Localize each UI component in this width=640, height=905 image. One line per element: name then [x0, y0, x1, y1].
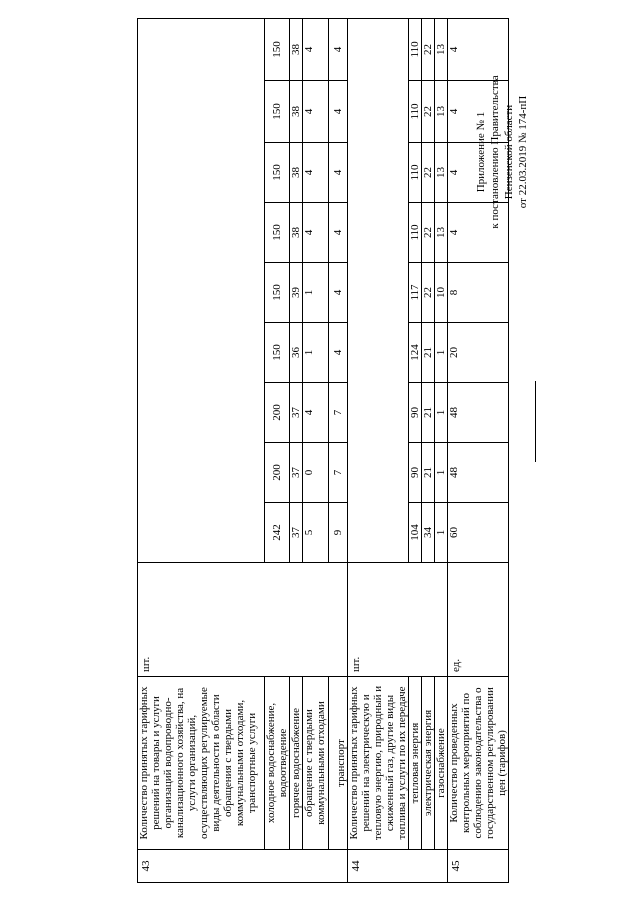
value-cell: 39: [290, 263, 303, 323]
indicator-name: Количество принятых тарифных решений на товары и услуги организаций водопроводно-канализационного хозяйства, на услуги организаций, осуществляющих регулируемые виды деятельности в области обращения с твердыми коммунальными отходами, транспортные услуги: [138, 677, 265, 850]
value-cell: 22: [422, 263, 435, 323]
value-cell: 36: [290, 323, 303, 383]
unit-cell: ед.: [448, 563, 509, 677]
table-row: [348, 18, 409, 882]
value-cell: 1: [435, 443, 448, 503]
value-cell: 124: [409, 323, 422, 383]
appendix-line-2: к постановлению Правительства: [489, 75, 501, 229]
value-cell: 200: [265, 383, 290, 443]
value-cell: 4: [329, 81, 348, 143]
value-cell: 4: [303, 143, 329, 203]
sub-indicator-name: обращение с твердыми коммунальными отходами: [303, 677, 329, 850]
value-cell: 90: [409, 443, 422, 503]
value-cell: 5: [303, 503, 329, 563]
value-cell: 150: [265, 143, 290, 203]
value-cell: 150: [265, 203, 290, 263]
value-cell: 1: [435, 383, 448, 443]
row-number: 43: [138, 850, 348, 883]
row-number: 44: [348, 850, 448, 883]
value-cell: 21: [422, 443, 435, 503]
appendix-title: Приложение № 1: [475, 111, 487, 193]
value-cell: 8: [448, 263, 509, 323]
value-cell: 4: [329, 18, 348, 80]
indicator-name: Количество проведенных контрольных мероприятий по соблюдению законодательства о государственном регулировании цен (тарифов): [448, 677, 509, 850]
value-cell: 1: [303, 323, 329, 383]
value-cell: 22: [422, 81, 435, 143]
table-row: [448, 18, 509, 882]
value-cell: 4: [448, 18, 509, 80]
indicators-table: [137, 18, 509, 883]
unit-cell: шт.: [138, 563, 348, 677]
value-cell: 20: [448, 323, 509, 383]
indicator-name: Количество принятых тарифных решений на электрическую и тепловую энергию, природный и сжиженный газ, другие виды топлива и услуги по их передаче: [348, 677, 409, 850]
value-cell: 200: [265, 443, 290, 503]
sub-indicator-name: газоснабжение: [435, 677, 448, 850]
value-cell: 22: [422, 203, 435, 263]
value-cell: 7: [329, 443, 348, 503]
value-cell: 4: [329, 263, 348, 323]
value-cell: 117: [409, 263, 422, 323]
value-cell: 104: [409, 503, 422, 563]
value-cell: 90: [409, 383, 422, 443]
empty-cell: [138, 18, 265, 562]
value-cell: 13: [435, 81, 448, 143]
table-row: [422, 18, 435, 882]
sub-indicator-name: тепловая энергия: [409, 677, 422, 850]
table-row: [409, 18, 422, 882]
appendix-date-number: от 22.03.2019 № 174-пП: [517, 95, 529, 209]
sub-indicator-name: холодное водоснабжение, водоотведение: [265, 677, 290, 850]
value-cell: 1: [435, 503, 448, 563]
value-cell: 10: [435, 263, 448, 323]
value-cell: 4: [448, 81, 509, 143]
value-cell: 21: [422, 323, 435, 383]
value-cell: 4: [329, 203, 348, 263]
value-cell: 150: [265, 81, 290, 143]
value-cell: 4: [448, 203, 509, 263]
table-row: [329, 18, 348, 882]
value-cell: 1: [435, 323, 448, 383]
table-row: [290, 18, 303, 882]
value-cell: 38: [290, 18, 303, 80]
value-cell: 13: [435, 203, 448, 263]
value-cell: 4: [303, 203, 329, 263]
row-number: 45: [448, 850, 509, 883]
value-cell: 0: [303, 443, 329, 503]
sub-indicator-name: транспорт: [329, 677, 348, 850]
value-cell: 110: [409, 18, 422, 80]
value-cell: 150: [265, 18, 290, 80]
value-cell: 37: [290, 503, 303, 563]
value-cell: 110: [409, 143, 422, 203]
value-cell: 22: [422, 18, 435, 80]
value-cell: 38: [290, 203, 303, 263]
signature-line: [535, 381, 536, 462]
value-cell: 48: [448, 443, 509, 503]
value-cell: 37: [290, 443, 303, 503]
value-cell: 110: [409, 81, 422, 143]
value-cell: 110: [409, 203, 422, 263]
table-row: [265, 18, 290, 882]
value-cell: 13: [435, 143, 448, 203]
value-cell: 4: [303, 81, 329, 143]
value-cell: 4: [448, 143, 509, 203]
value-cell: 1: [303, 263, 329, 323]
value-cell: 9: [329, 503, 348, 563]
value-cell: 60: [448, 503, 509, 563]
table-row: [435, 18, 448, 882]
sub-indicator-name: горячее водоснабжение: [290, 677, 303, 850]
value-cell: 150: [265, 263, 290, 323]
empty-cell: [348, 18, 409, 562]
value-cell: 150: [265, 323, 290, 383]
table-row: [138, 18, 265, 882]
value-cell: 4: [303, 383, 329, 443]
value-cell: 4: [303, 18, 329, 80]
appendix-line-3: Пензенской области: [503, 104, 515, 200]
value-cell: 4: [329, 323, 348, 383]
unit-cell: шт.: [348, 563, 448, 677]
value-cell: 48: [448, 383, 509, 443]
value-cell: 38: [290, 143, 303, 203]
sub-indicator-name: электрическая энергия: [422, 677, 435, 850]
value-cell: 242: [265, 503, 290, 563]
value-cell: 13: [435, 18, 448, 80]
value-cell: 21: [422, 383, 435, 443]
value-cell: 34: [422, 503, 435, 563]
table-row: [303, 18, 329, 882]
value-cell: 37: [290, 383, 303, 443]
value-cell: 4: [329, 143, 348, 203]
value-cell: 22: [422, 143, 435, 203]
value-cell: 38: [290, 81, 303, 143]
value-cell: 7: [329, 383, 348, 443]
